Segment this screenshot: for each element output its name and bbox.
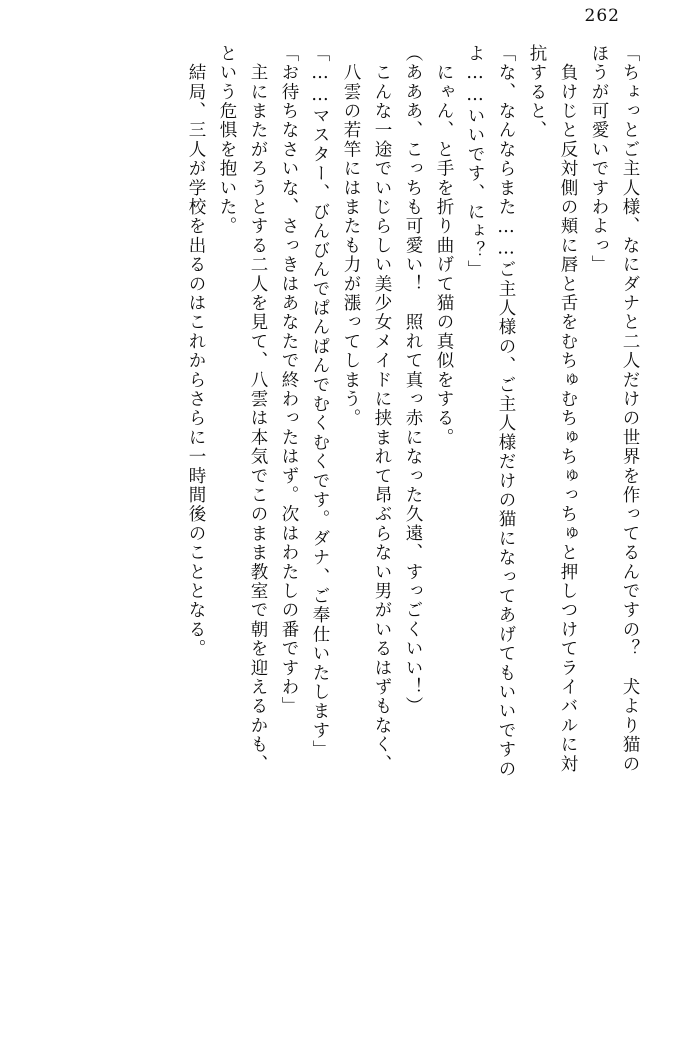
text-line: 「ちょっとご主人様、なにダナと二人だけの世界を作ってるんですの？ 犬より猫の — [620, 44, 640, 774]
text-line: ほうが可愛いですわよっ」 — [589, 44, 609, 275]
page-number: 262 — [584, 6, 620, 26]
vertical-text-body — [52, 44, 638, 994]
text-line: 「お待ちなさいな、さっきはあなたで終わったはず。次はわたしの番ですわ」 — [279, 44, 299, 716]
text-line: こんな一途でいじらしい美少女メイドに挟まれて昂ぶらない男がいるはずもなく、 — [372, 44, 392, 774]
text-line: という危惧を抱いた。 — [217, 44, 237, 236]
text-line: 結局、三人が学校を出るのはこれからさらに一時間後のこととなる。 — [186, 44, 206, 659]
text-line: （あああ、こっちも可愛い！ 照れて真っ赤になった久遠、すっごくいい！） — [403, 44, 423, 716]
text-line: 「……マスター、びんびんでぱんぱんでむくむくです。ダナ、ご奉仕いたします」 — [310, 44, 330, 760]
text-line: にゃん、と手を折り曲げて猫の真似をする。 — [434, 44, 454, 448]
text-line: 抗すると、 — [527, 44, 547, 140]
text-line: 「な、なんならまた……ご主人様の、ご主人様だけの猫になってあげてもいいですの — [496, 44, 516, 779]
text-line: 主にまたがろうとする二人を見て、八雲は本気でこのまま教室で朝を迎えるかも、 — [248, 44, 268, 774]
text-line: 負けじと反対側の頬に唇と舌をむちゅむちゅちゅっちゅと押しつけてライバルに対 — [558, 44, 578, 774]
text-line: 八雲の若竿にはまたも力が漲ってしまう。 — [341, 44, 361, 428]
text-line: よ……いいです、にょ？」 — [465, 44, 485, 280]
